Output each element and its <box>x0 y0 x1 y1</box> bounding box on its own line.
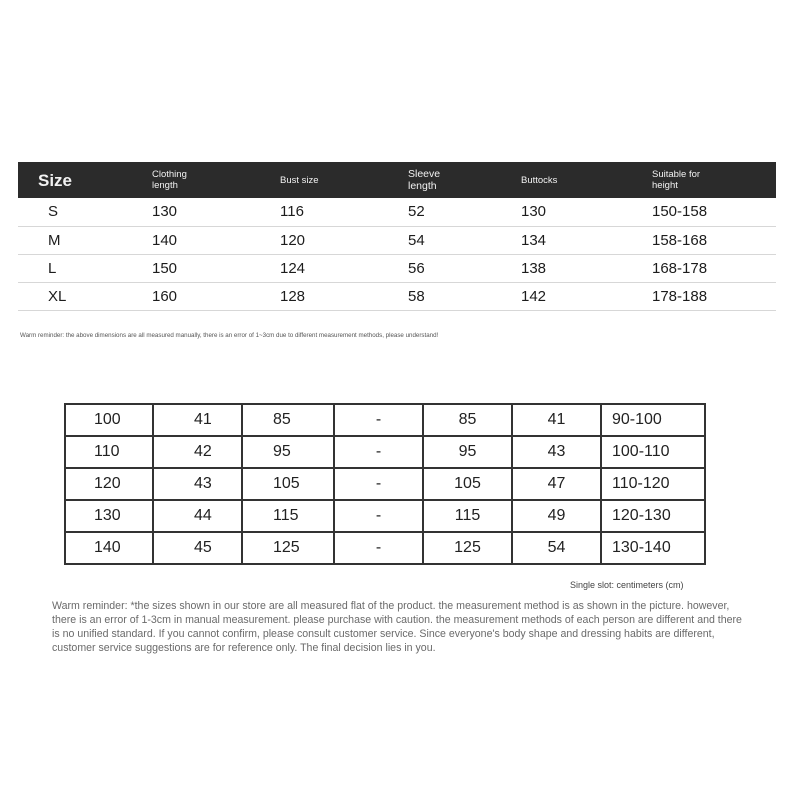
table-row <box>65 404 705 436</box>
table-cell: 41 <box>153 404 242 436</box>
table-cell: 110 <box>65 436 153 468</box>
sleeve-cell: 52 <box>408 203 425 221</box>
clothing-length-cell: 140 <box>152 231 178 249</box>
table-cell: 43 <box>153 468 242 500</box>
bust-cell: 124 <box>280 259 306 277</box>
table-cell: 110-120 <box>601 468 705 500</box>
table-row <box>65 500 705 532</box>
header-size: Size <box>38 170 73 190</box>
height-cell: 168-178 <box>652 259 708 277</box>
measurement-reminder-note: Warm reminder: *the sizes shown in our store are all measured flat of the product. the measurement method is as shown in the picture. however, there is an error of 1-3cm in manual measurement. please purchase with caution. the measurement methods of each person are different and there is no unified standard. If you cannot confirm, please consult customer service. Since everyone's body shape and dressing habits are different, customer service suggestions are for reference only. The final decision lies in you. <box>52 600 742 654</box>
table-cell: - <box>334 500 423 532</box>
bust-cell: 128 <box>280 287 306 305</box>
table-cell: 115 <box>242 500 334 532</box>
sleeve-cell: 54 <box>408 231 425 249</box>
table-cell: 130 <box>65 500 153 532</box>
table-cell: 95 <box>423 436 512 468</box>
table-cell: 49 <box>512 500 601 532</box>
table-cell: 125 <box>423 532 512 564</box>
table-cell: - <box>334 532 423 564</box>
table-cell: - <box>334 468 423 500</box>
sleeve-cell: 56 <box>408 259 425 277</box>
header-sleeve-length: Sleeve length <box>408 168 441 192</box>
table-cell: 85 <box>242 404 334 436</box>
table-row <box>18 254 776 282</box>
table-row <box>18 198 776 226</box>
header-bust-size: Bust size <box>280 174 319 186</box>
size-cell: XL <box>48 287 67 305</box>
table-row <box>65 436 705 468</box>
table-cell: 47 <box>512 468 601 500</box>
header-buttocks: Buttocks <box>521 174 558 186</box>
table-cell: 41 <box>512 404 601 436</box>
table-cell: 140 <box>65 532 153 564</box>
table-cell: 44 <box>153 500 242 532</box>
bust-cell: 116 <box>280 203 304 221</box>
size-cell: L <box>48 259 57 277</box>
table-cell: 42 <box>153 436 242 468</box>
table-cell: - <box>334 436 423 468</box>
size-cell: M <box>48 231 61 249</box>
height-cell: 150-158 <box>652 203 708 221</box>
table-cell: 105 <box>242 468 334 500</box>
buttocks-cell: 138 <box>521 259 547 277</box>
table-row <box>18 282 776 310</box>
table-cell: 125 <box>242 532 334 564</box>
table-cell: 85 <box>423 404 512 436</box>
table-cell: 130-140 <box>601 532 705 564</box>
table-cell: 95 <box>242 436 334 468</box>
buttocks-cell: 142 <box>521 287 547 305</box>
size-chart-header-row <box>18 162 776 198</box>
unit-note: Single slot: centimeters (cm) <box>570 580 684 590</box>
header-suitable-height: Suitable for height <box>652 169 701 191</box>
sleeve-cell: 58 <box>408 287 425 305</box>
warm-reminder-note: Warm reminder: the above dimensions are all measured manually, there is an error of 1~3cm due to different measurement methods, please understand! <box>20 332 439 339</box>
table-row <box>65 468 705 500</box>
table-cell: 90-100 <box>601 404 705 436</box>
bust-cell: 120 <box>280 231 306 249</box>
table-cell: 115 <box>423 500 512 532</box>
clothing-length-cell: 130 <box>152 203 178 221</box>
header-clothing-length: Clothing length <box>152 169 187 191</box>
table-cell: 45 <box>153 532 242 564</box>
table-cell: 120 <box>65 468 153 500</box>
table-cell: 105 <box>423 468 512 500</box>
clothing-length-cell: 160 <box>152 287 178 305</box>
table-row <box>65 532 705 564</box>
clothing-length-cell: 150 <box>152 259 178 277</box>
table-cell: 43 <box>512 436 601 468</box>
table-cell: 100-110 <box>601 436 705 468</box>
children-size-table <box>64 403 706 565</box>
table-cell: 54 <box>512 532 601 564</box>
table-cell: 120-130 <box>601 500 705 532</box>
table-cell: - <box>334 404 423 436</box>
table-cell: 100 <box>65 404 153 436</box>
table-row <box>18 226 776 254</box>
size-cell: S <box>48 203 59 221</box>
size-chart-table <box>18 162 776 311</box>
height-cell: 158-168 <box>652 231 708 249</box>
buttocks-cell: 134 <box>521 231 547 249</box>
height-cell: 178-188 <box>652 287 708 305</box>
buttocks-cell: 130 <box>521 203 547 221</box>
